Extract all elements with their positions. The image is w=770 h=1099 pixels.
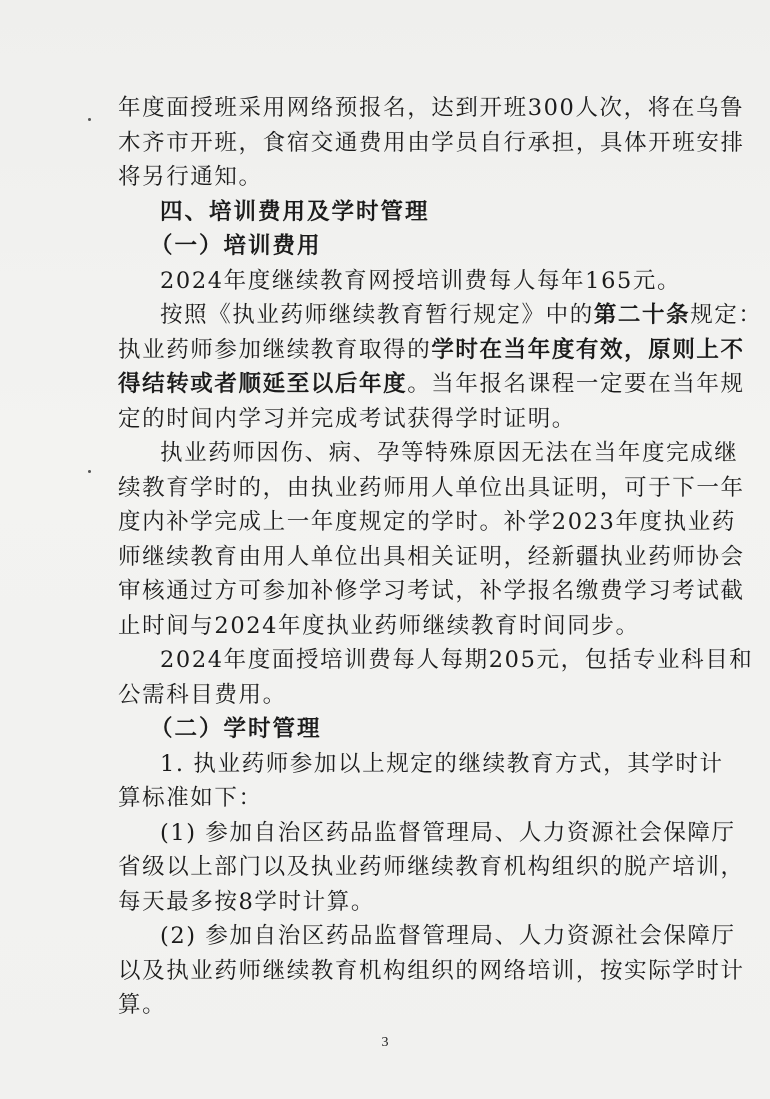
text-segment: 四、培训费用及学时管理	[160, 198, 430, 225]
text-segment: (1) 参加自治区药品监督管理局、人力资源社会保障厅	[160, 819, 736, 846]
text-line	[118, 473, 745, 503]
text-segment: 1. 执业药师参加以上规定的继续教育方式，其学时计	[160, 750, 724, 777]
text-line	[118, 542, 745, 572]
text-line	[118, 611, 678, 641]
text-segment: 将另行通知。	[118, 164, 263, 190]
text-line	[160, 300, 763, 330]
text-segment: 省级以上部门以及执业药师继续教育机构组织的脱产培训，	[118, 854, 745, 880]
text-line	[160, 645, 754, 675]
text-line	[118, 990, 678, 1020]
text-line	[118, 507, 736, 537]
text-segment: 算。	[118, 992, 167, 1018]
text-segment: 2024年度面授培训费每人每期205元，包括专业科目和	[160, 647, 754, 673]
text-segment: 执业药师因伤、病、孕等特殊原因无法在当年度完成继	[160, 440, 739, 466]
text-segment: 执业药师参加继续教育取得的	[118, 336, 432, 363]
text-segment: 每天最多按8学时计算。	[118, 888, 375, 915]
bold-text-segment: 第二十条	[593, 302, 691, 328]
text-line	[118, 887, 678, 917]
text-line	[118, 128, 745, 158]
text-segment: 度内补学完成上一年度规定的学时。补学2023年度执业药	[118, 509, 736, 535]
text-segment: (2) 参加自治区药品监督管理局、人力资源社会保障厅	[160, 923, 736, 949]
text-segment: 续教育学时的，由执业药师用人单位出具证明，可于下一年	[118, 474, 745, 501]
text-line	[160, 749, 724, 779]
text-segment: 止时间与2024年度执业药师继续教育时间同步。	[118, 612, 640, 639]
text-line	[118, 369, 745, 399]
text-segment: （一）培训费用	[150, 233, 322, 259]
bold-text-segment: 得结转或者顺延至以后年度	[118, 371, 408, 397]
text-segment: （二）学时管理	[150, 716, 322, 742]
text-segment: 按照《执业药师继续教育暂行规定》中的	[160, 302, 594, 328]
bold-text-segment: 学时在当年度有效，原则上不	[431, 336, 745, 363]
text-line	[160, 438, 739, 468]
text-line	[118, 576, 745, 606]
text-line	[160, 266, 680, 296]
section-heading	[160, 197, 720, 227]
text-segment: 定的时间内学习并完成考试获得学时证明。	[118, 405, 576, 432]
text-segment: 年度面授班采用网络预报名，达到开班300人次，将在乌鲁	[118, 95, 745, 121]
text-segment: 公需科目费用。	[118, 681, 287, 708]
text-line	[118, 404, 678, 434]
text-line	[118, 956, 745, 986]
text-line	[118, 680, 678, 710]
text-segment: 以及执业药师继续教育机构组织的网络培训，按实际学时计	[118, 957, 745, 984]
subsection-heading	[150, 714, 710, 744]
text-line	[160, 818, 736, 848]
text-segment: 师继续教育由用人单位出具相关证明，经新疆执业药师协会	[118, 543, 745, 570]
scan-speck	[88, 118, 91, 121]
text-line	[118, 162, 678, 192]
scan-speck	[88, 470, 91, 473]
text-line	[118, 335, 745, 365]
text-segment: 算标准如下：	[118, 785, 263, 811]
text-line	[118, 852, 745, 882]
text-line	[118, 783, 678, 813]
text-segment: 。当年报名课程一定要在当年规	[407, 371, 745, 397]
subsection-heading	[150, 231, 710, 261]
text-segment: 规定：	[690, 302, 763, 328]
text-line	[160, 921, 736, 951]
text-segment: 2024年度继续教育网授培训费每人每年165元。	[160, 267, 682, 294]
text-segment: 木齐市开班，食宿交通费用由学员自行承担，具体开班安排	[118, 129, 745, 156]
text-line	[118, 93, 745, 123]
text-segment: 审核通过方可参加补修学习考试，补学报名缴费学习考试截	[118, 578, 745, 604]
page-number: 3	[381, 1035, 389, 1050]
